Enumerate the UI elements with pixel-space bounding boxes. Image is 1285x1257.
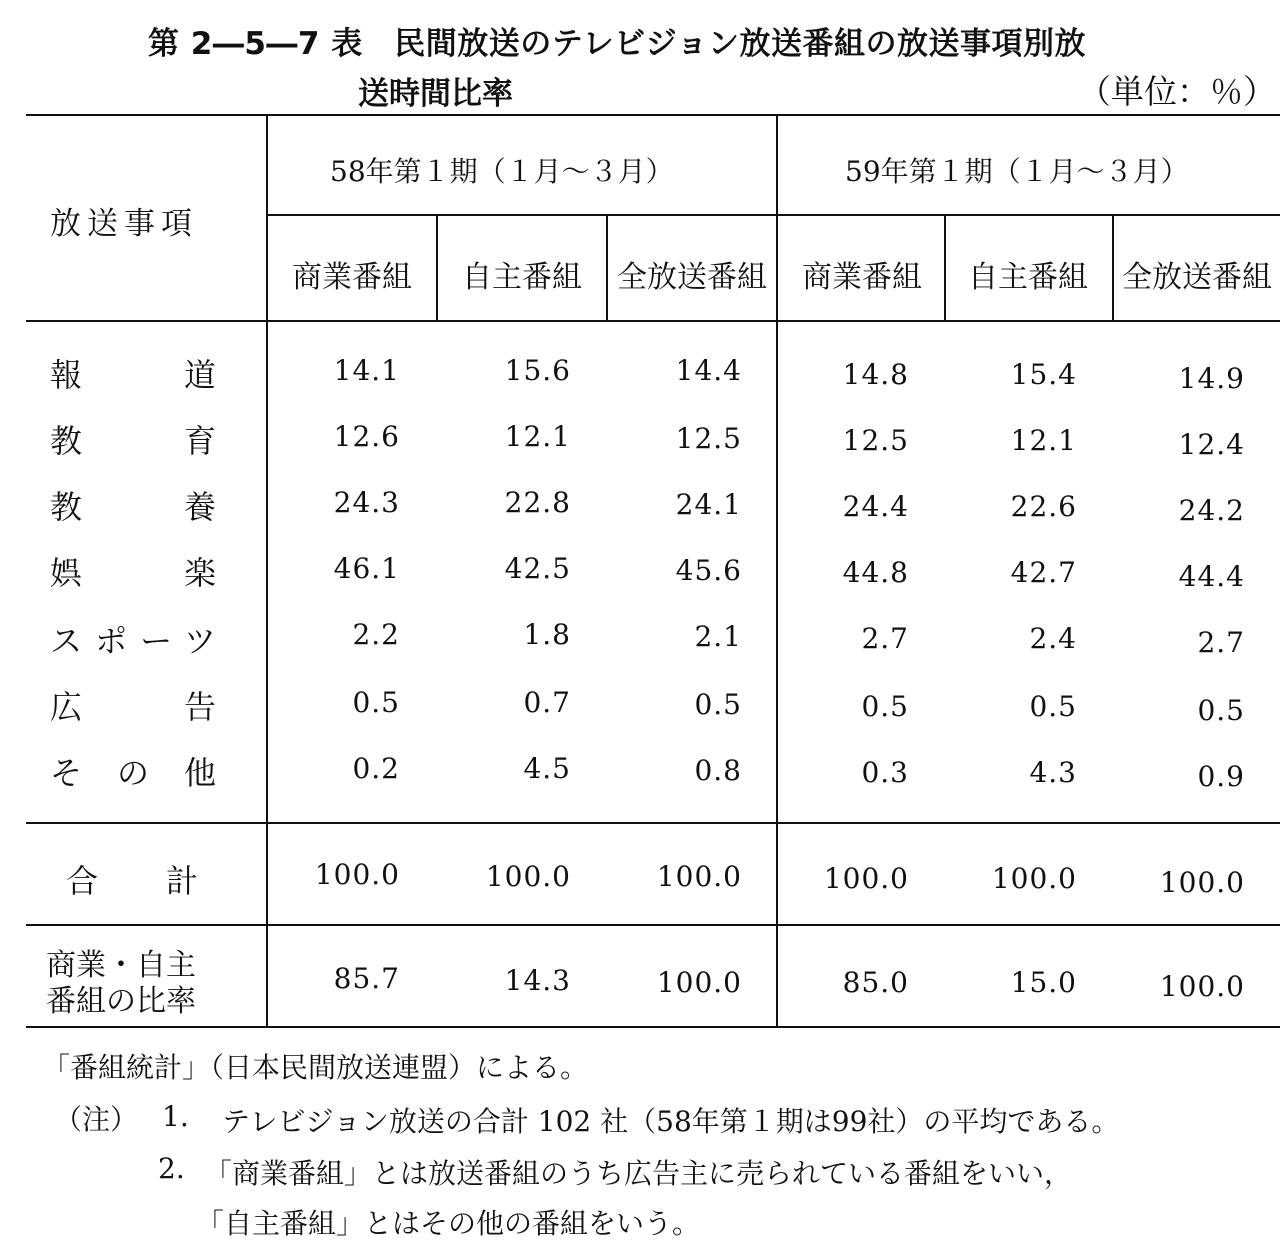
table-cell-ratio: 85.7 bbox=[333, 962, 400, 995]
stub-column-divider bbox=[266, 114, 268, 1026]
table-cell: 14.9 bbox=[1178, 362, 1245, 395]
stub-header: 放送事項 bbox=[50, 206, 198, 242]
table-cell: 12.1 bbox=[1010, 424, 1077, 457]
table-cell: 24.4 bbox=[842, 490, 909, 523]
table-cell: 2.4 bbox=[1029, 622, 1077, 655]
table-cell: 12.4 bbox=[1178, 428, 1245, 461]
header-bottom-rule bbox=[26, 320, 1280, 322]
period-header-59: 59年第１期（１月～３月） bbox=[845, 155, 1189, 188]
table-cell: 0.5 bbox=[861, 690, 909, 723]
total-bottom-rule bbox=[26, 924, 1280, 926]
row-label-ratio-line1: 商業・自主 bbox=[46, 948, 196, 983]
table-cell: 14.4 bbox=[675, 354, 742, 387]
table-cell-ratio: 85.0 bbox=[842, 966, 909, 999]
table-cell: 2.2 bbox=[352, 618, 400, 651]
table-top-rule bbox=[26, 114, 1280, 116]
table-cell: 2.7 bbox=[861, 622, 909, 655]
table-cell: 14.1 bbox=[333, 354, 400, 387]
note-label: （注） bbox=[54, 1103, 139, 1136]
row-label-ratio-line2: 番組の比率 bbox=[46, 984, 196, 1019]
period-divider bbox=[776, 114, 778, 1026]
row-label-advertising: 広 告 bbox=[50, 688, 216, 726]
col-header-commercial-58: 商業番組 bbox=[292, 260, 412, 295]
table-cell-ratio: 15.0 bbox=[1010, 966, 1077, 999]
table-title-continued: 送時間比率 bbox=[358, 76, 513, 112]
table-cell: 0.8 bbox=[694, 754, 742, 787]
col-header-commercial-59: 商業番組 bbox=[802, 260, 922, 295]
table-cell: 24.1 bbox=[675, 488, 742, 521]
table-cell: 12.6 bbox=[333, 420, 400, 453]
note-2-text-line1: 「商業番組」とは放送番組のうち広告主に売られている番組をいい， bbox=[204, 1157, 1073, 1190]
table-cell-ratio: 100.0 bbox=[1159, 970, 1245, 1003]
body-bottom-rule bbox=[26, 822, 1280, 824]
table-cell: 44.8 bbox=[842, 556, 909, 589]
period-header-rule bbox=[268, 214, 1280, 216]
table-cell-total: 100.0 bbox=[823, 862, 909, 895]
note-2-number: 2. bbox=[158, 1152, 185, 1185]
table-cell: 42.5 bbox=[504, 552, 571, 585]
row-label-education: 教 育 bbox=[50, 422, 216, 460]
table-cell: 0.5 bbox=[1029, 690, 1077, 723]
table-cell: 12.1 bbox=[504, 420, 571, 453]
table-cell: 0.7 bbox=[523, 686, 571, 719]
table-cell: 22.8 bbox=[504, 486, 571, 519]
table-cell: 24.2 bbox=[1178, 494, 1245, 527]
col-header-all-58: 全放送番組 bbox=[617, 260, 767, 295]
column-divider-1 bbox=[436, 214, 438, 320]
table-cell: 46.1 bbox=[333, 552, 400, 585]
table-cell: 24.3 bbox=[333, 486, 400, 519]
row-label-culture: 教 養 bbox=[50, 488, 216, 526]
row-label-sports: スポーツ bbox=[50, 622, 216, 660]
table-cell: 2.1 bbox=[694, 620, 742, 653]
table-cell-ratio: 14.3 bbox=[504, 964, 571, 997]
table-cell: 0.2 bbox=[352, 752, 400, 785]
row-label-entertainment: 娯 楽 bbox=[50, 554, 216, 592]
table-cell: 1.8 bbox=[523, 618, 571, 651]
table-cell: 15.4 bbox=[1010, 358, 1077, 391]
table-cell: 12.5 bbox=[842, 424, 909, 457]
row-label-other: その他 bbox=[50, 754, 216, 792]
row-label-news: 報 道 bbox=[50, 356, 216, 394]
table-cell: 0.9 bbox=[1197, 760, 1245, 793]
col-header-independent-58: 自主番組 bbox=[462, 260, 582, 295]
table-bottom-rule bbox=[26, 1026, 1280, 1028]
col-header-all-59: 全放送番組 bbox=[1122, 260, 1272, 295]
table-cell: 0.5 bbox=[694, 688, 742, 721]
note-1-number: 1. bbox=[162, 1100, 189, 1133]
table-cell: 4.3 bbox=[1029, 756, 1077, 789]
table-cell: 14.8 bbox=[842, 358, 909, 391]
table-cell: 44.4 bbox=[1178, 560, 1245, 593]
table-cell: 15.6 bbox=[504, 354, 571, 387]
table-cell-total: 100.0 bbox=[1159, 866, 1245, 899]
table-cell: 42.7 bbox=[1010, 556, 1077, 589]
table-cell: 22.6 bbox=[1010, 490, 1077, 523]
note-2-text-line2: 「自主番組」とはその他の番組をいう。 bbox=[196, 1207, 701, 1240]
table-cell: 4.5 bbox=[523, 752, 571, 785]
col-header-independent-59: 自主番組 bbox=[968, 260, 1088, 295]
table-cell: 45.6 bbox=[675, 554, 742, 587]
table-cell: 2.7 bbox=[1197, 626, 1245, 659]
note-1-text: テレビジョン放送の合計 102 社（58年第１期は99社）の平均である。 bbox=[222, 1105, 1120, 1138]
table-cell-total: 100.0 bbox=[485, 860, 571, 893]
table-cell: 0.5 bbox=[1197, 694, 1245, 727]
period-header-58: 58年第１期（１月～３月） bbox=[330, 155, 674, 188]
source-note: 「番組統計」（日本民間放送連盟）による。 bbox=[42, 1051, 589, 1084]
table-cell-total: 100.0 bbox=[314, 858, 400, 891]
table-cell: 12.5 bbox=[675, 422, 742, 455]
table-cell: 0.3 bbox=[861, 756, 909, 789]
table-cell-total: 100.0 bbox=[991, 862, 1077, 895]
unit-label: （単位：％） bbox=[1078, 72, 1276, 111]
table-cell-ratio: 100.0 bbox=[656, 966, 742, 999]
table-cell-total: 100.0 bbox=[656, 860, 742, 893]
table-cell: 0.5 bbox=[352, 686, 400, 719]
row-label-total: 合 計 bbox=[66, 862, 198, 900]
table-title: 第 2―5―7 表 民間放送のテレビジョン放送番組の放送事項別放 bbox=[148, 26, 1087, 62]
